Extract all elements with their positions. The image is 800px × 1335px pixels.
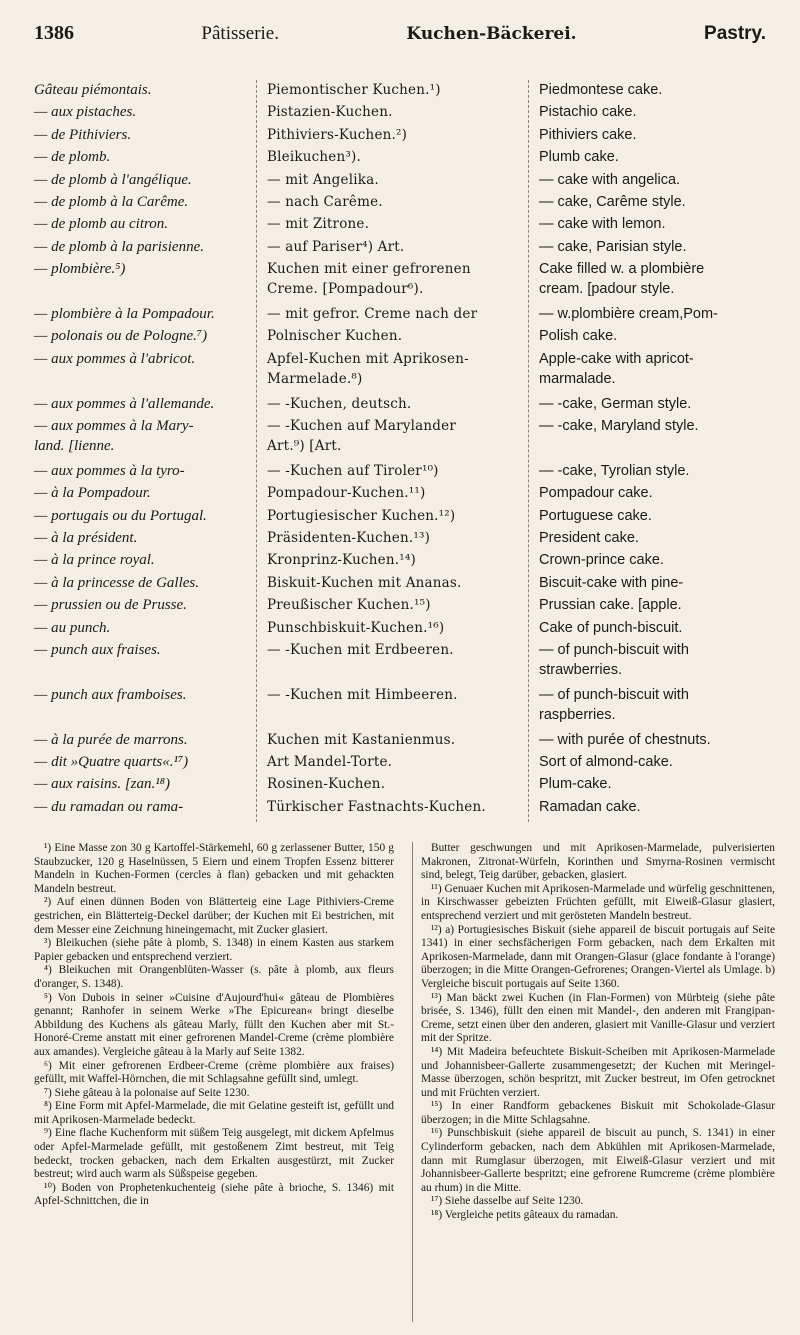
entry-fr: — à la président. <box>34 530 138 546</box>
footnote: ⁵) Von Dubois in seiner »Cuisine d'Aujourd'hui« gâteau de Plombières genannt; Ranhofer in seinem Werke »The Epicurean« bringt dieselbe Abbildung des Kuchens als gâteau Marly, füllt den Kuchen aber mit St.-Honoré-Creme anstatt mit einer gefrorenen Mandel-Creme (crème plombière aux amandes). Vergleiche gâteau à la Marly auf Seite 1382. <box>34 991 394 1058</box>
entry-de: Bleikuchen³). <box>267 149 361 166</box>
entry-fr: — plombière.⁵) <box>34 261 126 278</box>
footnote: ¹) Eine Masse zon 30 g Kartoffel-Stärkemehl, 60 g zerlassener Butter, 150 g Staubzucker, 120 g Haselnüssen, 5 Eiern und einem Tropfen Essenz bitterer Mandeln in Kuchen-Formen (cercles à flan) gebacken und mit gehackten Mandeln bestreut. <box>34 842 394 895</box>
entry-fr: — à la Pompadour. <box>34 485 151 502</box>
entry-fr: — de plomb à la Carême. <box>34 194 189 210</box>
entry-de: — mit Zitrone. <box>267 216 370 233</box>
entry-de: Türkischer Fastnachts-Kuchen. <box>267 798 486 815</box>
entry-en: Crown-prince cake. <box>539 552 664 569</box>
entry-fr: — portugais ou du Portugal. <box>34 507 207 524</box>
entry-en: Portuguese cake. <box>539 507 652 524</box>
footnote: ¹⁵) In einer Randform gebackenes Biskuit mit Schokolade-Glasur überzogen; in die Mitte Schlagsahne. <box>421 1100 775 1126</box>
entry-en: — of punch-biscuit with strawberries. <box>539 642 689 678</box>
footnote: ⁷) Siehe gâteau à la polonaise auf Seite 1230. <box>44 1086 250 1099</box>
entry-en: Cake of punch-biscuit. <box>539 619 683 636</box>
entry-de: Portugiesischer Kuchen.¹²) <box>267 507 456 524</box>
entry-de: Punschbiskuit-Kuchen.¹⁶) <box>267 619 445 636</box>
entry-fr: Gâteau piémontais. <box>34 82 152 98</box>
entry-fr: — aux pommes à l'abricot. <box>34 350 196 367</box>
entry-de: Pistazien-Kuchen. <box>267 104 393 121</box>
footnotes-left-column <box>34 842 394 1209</box>
entry-en: Pithiviers cake. <box>539 126 637 143</box>
entry-de: Apfel-Kuchen mit Aprikosen- Marmelade.⁸) <box>267 350 469 387</box>
footnote: ⁶) Mit einer gefrorenen Erdbeer-Creme (crème plombière aux fraises) gefüllt, mit Waffel-Hörnchen, die mit Schlagsahne gefüllt sind, umlegt. <box>34 1059 394 1086</box>
entry-en: Plum-cake. <box>539 776 612 793</box>
entry-en: Polish cake. <box>539 328 618 345</box>
entry-de: — mit gefror. Creme nach der <box>267 306 478 322</box>
footnote: ⁴) Bleikuchen mit Orangenblüten-Wasser (s. pâte à plomb, aux fleurs d'oranger, S. 1348). <box>34 964 394 990</box>
entry-fr: — plombière à la Pompadour. <box>34 306 215 322</box>
entry-de: Rosinen-Kuchen. <box>267 776 386 793</box>
entry-de: Piemontischer Kuchen.¹) <box>267 82 441 98</box>
header-french: Pâtisserie. <box>201 23 279 44</box>
footnotes <box>34 842 774 1322</box>
entry-de: Polnischer Kuchen. <box>267 328 403 345</box>
entry-en: — cake with lemon. <box>539 216 666 233</box>
footnote: ⁹) Eine flache Kuchenform mit süßem Teig ausgelegt, mit dickem Apfelmus oder Apfel-Marmelade gefüllt, mit gestoßenem Zimt bestreut, mit Teig bedeckt, trocken gebacken, nach dem Erkalten ausgestürzt, mit Zucker bestreut; wird auch warm als Süßspeise gegeben. <box>34 1127 394 1181</box>
entry-en: Piedmontese cake. <box>539 82 663 98</box>
entry-en: — cake, Carême style. <box>539 194 686 210</box>
footnote: ¹³) Man bäckt zwei Kuchen (in Flan-Formen) von Mürbteig (siehe pâte brisée, S. 1346), füllt den einen mit Mandel-, den anderen mit Frangipan-Creme, setzt einen über den anderen, glasiert mit Vanille-Glasur und verziert mit der Spritze. <box>421 991 775 1045</box>
entry-de: — nach Carême. <box>267 194 383 210</box>
entry-fr: — de plomb au citron. <box>34 216 169 233</box>
header-german: Kuchen-Bäckerei. <box>406 24 577 44</box>
entry-en: Plumb cake. <box>539 149 619 166</box>
entry-fr: — aux pommes à la tyro- <box>34 462 185 479</box>
footnote: ¹⁸) Vergleiche petits gâteaux du ramadan. <box>431 1209 619 1222</box>
entry-en: Pompadour cake. <box>539 485 653 502</box>
footnote: ¹⁶) Punschbiskuit (siehe appareil de biscuit au punch, S. 1341) in einer Cylinderform gebacken, nach dem Abkühlen mit Aprikosen-Marmelade, dann mit Rumglasur überzogen, mit Eiweiß-Glasur verziert und mit Johannisbeer-Gallerte bespritzt; eine gefrorene Rumcreme (crème plombière au rhum) in die Mitte. <box>421 1127 775 1194</box>
entry-en: President cake. <box>539 530 639 546</box>
entry-de: Kuchen mit einer gefrorenen Creme. [Pompadour⁶). <box>267 261 471 298</box>
entry-fr: — punch aux framboises. <box>34 686 187 703</box>
entry-fr: — de plomb à la parisienne. <box>34 238 204 255</box>
entry-en: Biscuit-cake with pine- <box>539 574 684 591</box>
entry-en: — -cake, German style. <box>539 395 692 412</box>
footnote: ¹⁴) Mit Madeira befeuchtete Biskuit-Scheiben mit Aprikosen-Marmelade und Johannisbeer-Gallerte zusammengesetzt; der Kuchen mit Meringel-Masse überzogen, schön bespritzt, mit Zucker bestreut, im Ofen getrocknet und mit Früchten verziert. <box>421 1045 775 1099</box>
entry-en: — -cake, Maryland style. <box>539 418 699 434</box>
entry-en: Ramadan cake. <box>539 798 641 815</box>
running-header <box>34 22 766 50</box>
entry-fr: — polonais ou de Pologne.⁷) <box>34 328 208 345</box>
entry-en: Sort of almond-cake. <box>539 754 673 770</box>
entry-de: Präsidenten-Kuchen.¹³) <box>267 530 431 546</box>
entry-de: Kronprinz-Kuchen.¹⁴) <box>267 552 416 569</box>
entry-de: — -Kuchen mit Erdbeeren. <box>267 642 454 658</box>
entry-en: — of punch-biscuit with raspberries. <box>539 686 689 723</box>
entry-de: — -Kuchen mit Himbeeren. <box>267 686 458 703</box>
entry-de: Art Mandel-Torte. <box>267 754 393 770</box>
entry-en: Pistachio cake. <box>539 104 637 121</box>
entry-en: Apple-cake with apricot- marmalade. <box>539 350 694 387</box>
entry-de: Pithiviers-Kuchen.²) <box>267 126 408 143</box>
entry-de: Preußischer Kuchen.¹⁵) <box>267 597 431 614</box>
entry-de: — mit Angelika. <box>267 171 379 188</box>
footnote: ²) Auf einen dünnen Boden von Blätterteig eine Lage Pithiviers-Creme gestrichen, ein Blätterteig-Deckel darüber; der Kuchen mit Ei bestrichen, mit dem Messer eine Zeichnung hineingemacht, mit Zucker glasiert. <box>34 896 394 936</box>
entry-fr: — punch aux fraises. <box>34 642 161 658</box>
entry-en: — cake with angelica. <box>539 171 681 188</box>
footnote: ¹¹) Genuaer Kuchen mit Aprikosen-Marmelade und würfelig geschnittenen, in Kirschwasser gebeizten Früchten gefüllt, mit Eiweiß-Glasur glasiert, entsprechend verziert und mit gerösteten Mandeln bestreut. <box>421 882 775 922</box>
entry-en: — w.plombière cream,Pom- <box>539 306 718 322</box>
entry-fr: — à la princesse de Galles. <box>34 574 199 591</box>
entry-de: — -Kuchen auf Marylander Art.⁹) [Art. <box>267 418 456 454</box>
entry-fr: — de Pithiviers. <box>34 126 132 143</box>
footnote: ¹⁰) Boden von Prophetenkuchenteig (siehe pâte à brioche, S. 1346) mit Apfel-Schnittchen, die in <box>34 1181 394 1208</box>
header-english: Pastry. <box>704 23 766 44</box>
glossary-columns <box>34 80 774 822</box>
entry-en: — cake, Parisian style. <box>539 238 687 255</box>
entry-en: Cake filled w. a plombière cream. [padour style. <box>539 261 705 298</box>
entry-fr: — au punch. <box>34 619 111 636</box>
entry-fr: — à la purée de marrons. <box>34 731 188 748</box>
footnote: ³) Bleikuchen (siehe pâte à plomb, S. 1348) in einem Kasten aus starkem Papier gebacken und entsprechend verziert. <box>34 937 394 963</box>
entry-en: — -cake, Tyrolian style. <box>539 462 690 479</box>
page-number: 1386 <box>34 22 74 44</box>
entry-fr: — aux pistaches. <box>34 104 137 121</box>
footnote: ¹²) a) Portugiesisches Biskuit (siehe appareil de biscuit portugais auf Seite 1341) in einer sechsfächerigen Form gebacken, nach dem Erkalten mit Aprikosen-Marmelade, dann mit Orangen-Glasur (glace fondante à l'orange) überzogen; in die Mitte Orangen-Gefrorenes; Orangen-Viertel als Umlage. b) Vergleiche biscuit portugais auf Seite 1360. <box>421 923 775 990</box>
entry-de: Biskuit-Kuchen mit Ananas. <box>267 574 462 591</box>
entry-fr: — à la prince royal. <box>34 552 155 569</box>
entry-de: — auf Pariser⁴) Art. <box>267 238 405 255</box>
entry-de: Pompadour-Kuchen.¹¹) <box>267 485 426 502</box>
footnotes-right-column <box>412 842 775 1322</box>
entry-fr: — du ramadan ou rama- <box>34 798 184 815</box>
entry-fr: — prussien ou de Prusse. <box>34 597 187 614</box>
entry-fr: — aux pommes à la Mary- land. [lienne. <box>34 418 194 454</box>
english-column <box>528 80 785 822</box>
entry-de: Kuchen mit Kastanienmus. <box>267 731 456 748</box>
footnote: Butter geschwungen und mit Aprikosen-Marmelade, pulverisierten Makronen, Zitronat-Würfeln, Korinthen und Smyrna-Rosinen vermischt sind, belegt, Teig darüber, gebacken, glasiert. <box>421 842 775 882</box>
entry-de: — -Kuchen, deutsch. <box>267 395 412 412</box>
german-column <box>256 80 523 822</box>
entry-en: — with purée of chestnuts. <box>539 731 711 748</box>
entry-de: — -Kuchen auf Tiroler¹⁰) <box>267 462 439 479</box>
footnote: ⁸) Eine Form mit Apfel-Marmelade, die mit Gelatine gesteift ist, gefüllt und mit Aprikosen-Marmelade bedeckt. <box>34 1100 394 1126</box>
entry-fr: — dit »Quatre quarts«.¹⁷) <box>34 754 189 770</box>
entry-en: Prussian cake. [apple. <box>539 597 682 614</box>
entry-fr: — aux pommes à l'allemande. <box>34 395 215 412</box>
footnote: ¹⁷) Siehe dasselbe auf Seite 1230. <box>431 1195 584 1208</box>
entry-fr: — aux raisins. [zan.¹⁸) <box>34 776 170 793</box>
entry-fr: — de plomb. <box>34 149 111 166</box>
entry-fr: — de plomb à l'angélique. <box>34 171 192 188</box>
